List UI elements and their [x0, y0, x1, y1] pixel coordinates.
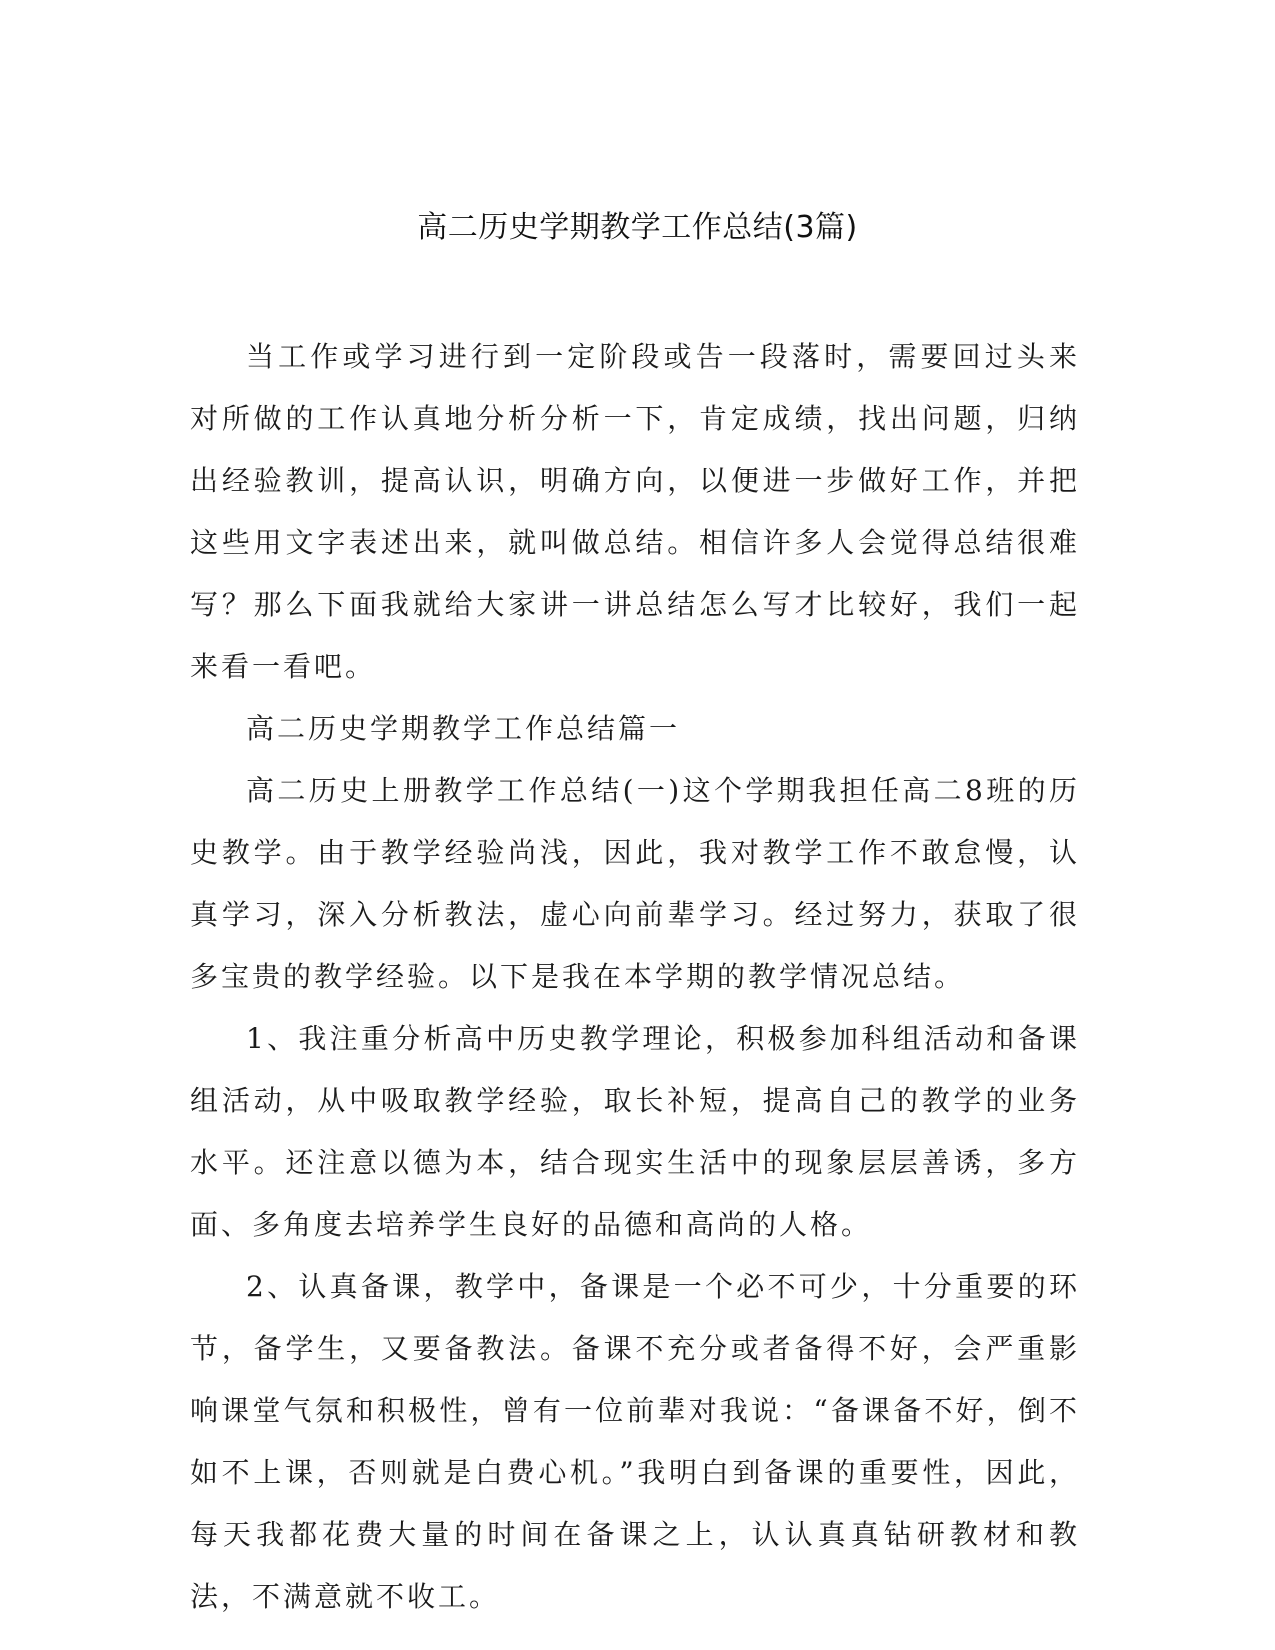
- body-paragraph: 2、认真备课，教学中，备课是一个必不可少，十分重要的环节，备学生，又要备教法。备课不充分或者备得不好，会严重影响课堂气氛和积极性，曾有一位前辈对我说：“备课备不好，倒不如不上课，否则就是白费心机。”我明白到备课的重要性，因此，每天我都花费大量的时间在备课之上，认认真真钻研教材和教法，不满意就不收工。: [190, 1270, 1080, 1613]
- body-paragraph: 1、我注重分析高中历史教学理论，积极参加科组活动和备课组活动，从中吸取教学经验，取长补短，提高自己的教学的业务水平。还注意以德为本，结合现实生活中的现象层层善诱，多方面、多角度去培养学生良好的品德和高尚的人格。: [190, 1022, 1080, 1241]
- document-body: [190, 326, 1080, 1628]
- intro-paragraph: 当工作或学习进行到一定阶段或告一段落时，需要回过头来对所做的工作认真地分析分析一下，肯定成绩，找出问题，归纳出经验教训，提高认识，明确方向，以便进一步做好工作，并把这些用文字表述出来，就叫做总结。相信许多人会觉得总结很难写？那么下面我就给大家讲一讲总结怎么写才比较好，我们一起来看一看吧。: [190, 340, 1080, 683]
- document-title: 高二历史学期教学工作总结(3篇): [417, 210, 858, 245]
- section-heading: 高二历史学期教学工作总结篇一: [246, 712, 681, 745]
- body-paragraph: 高二历史上册教学工作总结(一)这个学期我担任高二8班的历史教学。由于教学经验尚浅，因此，我对教学工作不敢怠慢，认真学习，深入分析教法，虚心向前辈学习。经过努力，获取了很多宝贵的教学经验。以下是我在本学期的教学情况总结。: [190, 774, 1080, 993]
